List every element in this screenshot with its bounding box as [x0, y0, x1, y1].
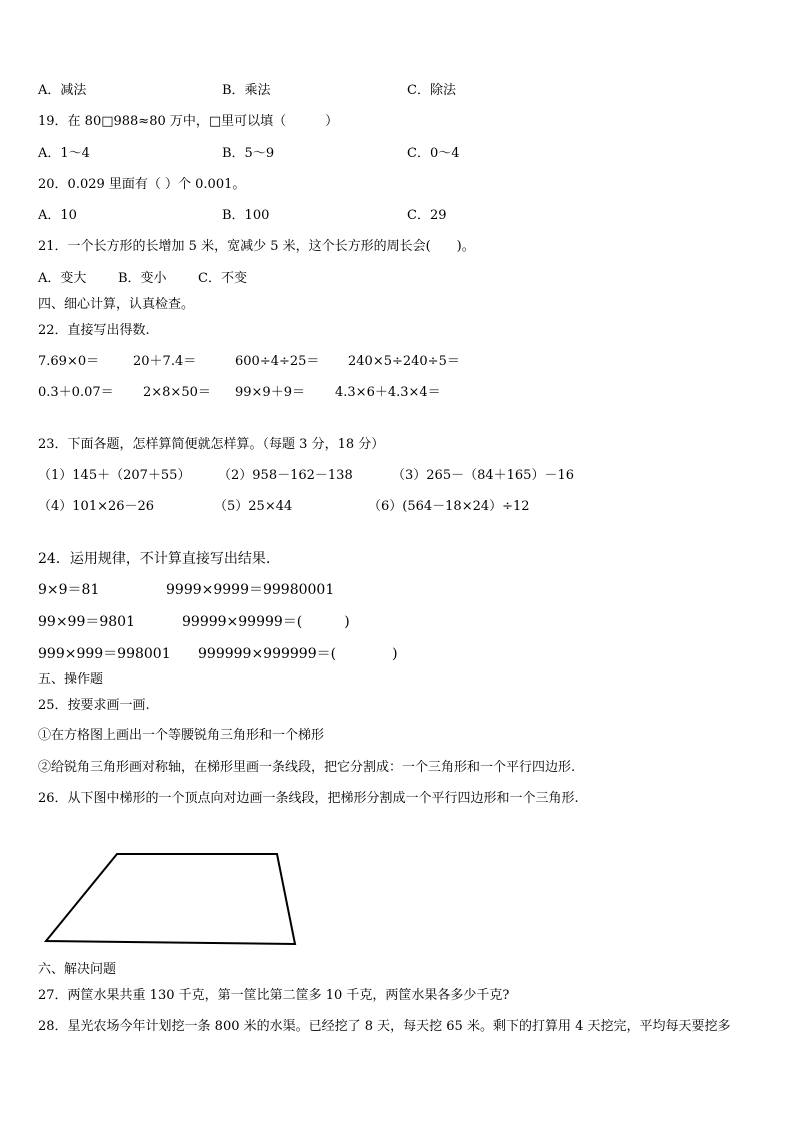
q23-item-2: （2）958－162－138 — [218, 468, 353, 483]
q23-item-3: （3）265－（84＋165）－16 — [392, 468, 574, 483]
q27-text: 27．两筐水果共重 130 千克，第一筐比第二筐多 10 千克，两筐水果各多少千克? — [38, 988, 510, 1003]
q25-item-1: ①在方格图上画出一个等腰锐角三角形和一个梯形 — [38, 728, 325, 743]
q22-stem: 22．直接写出得数. — [38, 323, 150, 338]
q20-option-a: A．10 — [38, 208, 77, 223]
q19-option-a: A．1～4 — [38, 146, 90, 161]
q26-stem: 26．从下图中梯形的一个顶点向对边画一条线段，把梯形分割成一个平行四边形和一个三角形. — [38, 791, 579, 806]
trapezoid-figure — [38, 845, 308, 955]
q19-option-b: B．5～9 — [222, 146, 275, 161]
q25-item-2: ②给锐角三角形画对称轴，在梯形里画一条线段，把它分割成：一个三角形和一个平行四边形. — [38, 760, 576, 775]
section4-heading: 四、细心计算，认真检查。 — [38, 297, 195, 312]
q23-item-5: （5）25×44 — [214, 499, 293, 514]
q22-r1-c2: 20＋7.4＝ — [133, 354, 197, 369]
q23-item-4: （4）101×26－26 — [38, 499, 155, 514]
q21-option-b: B．变小 — [118, 271, 167, 286]
q20-option-c: C．29 — [407, 208, 447, 223]
q24-left-1: 9×9＝81 — [38, 582, 100, 598]
section6-heading: 六、解决问题 — [38, 962, 117, 977]
q24-left-2: 99×99＝9801 — [38, 614, 135, 630]
q25-stem: 25．按要求画一画. — [38, 698, 150, 713]
q18-option-b: B．乘法 — [222, 83, 271, 98]
q24-left-3: 999×999＝998001 — [38, 646, 171, 662]
q22-r1-c1: 7.69×0＝ — [38, 354, 100, 369]
q24-right-1: 9999×9999＝99980001 — [166, 582, 335, 598]
q23-item-6: （6）(564－18×24）÷12 — [368, 499, 530, 514]
q24-right-3: 999999×999999＝( ) — [198, 646, 398, 662]
q23-stem: 23．下面各题，怎样算简便就怎样算。（每题 3 分，18 分） — [38, 437, 385, 452]
q24-stem: 24．运用规律，不计算直接写出结果. — [38, 551, 271, 567]
trapezoid-shape — [46, 854, 295, 944]
section5-heading: 五、操作题 — [38, 672, 104, 687]
q21-option-c: C．不变 — [198, 271, 247, 286]
q20-option-b: B．100 — [222, 208, 270, 223]
q22-r2-c4: 4.3×6＋4.3×4＝ — [335, 385, 441, 400]
q18-option-a: A．减法 — [38, 83, 87, 98]
q22-r1-c3: 600÷4÷25＝ — [235, 354, 320, 369]
q22-r2-c2: 2×8×50＝ — [143, 385, 211, 400]
q22-r1-c4: 240×5÷240÷5＝ — [348, 354, 460, 369]
q23-item-1: （1）145＋（207＋55） — [38, 468, 191, 483]
q22-r2-c1: 0.3＋0.07＝ — [38, 385, 114, 400]
q24-right-2: 99999×99999＝( ) — [182, 614, 350, 630]
q28-text: 28．星光农场今年计划挖一条 800 米的水渠。已经挖了 8 天，每天挖 65 米。剩下的打算用 4 天挖完，平均每天要挖多 — [38, 1019, 731, 1034]
q20-stem: 20．0.029 里面有（ ）个 0.001。 — [38, 177, 246, 192]
q18-option-c: C．除法 — [407, 83, 456, 98]
q21-option-a: A．变大 — [38, 271, 87, 286]
q22-r2-c3: 99×9＋9＝ — [235, 385, 305, 400]
q21-stem: 21．一个长方形的长增加 5 米，宽减少 5 米，这个长方形的周长会( )。 — [38, 239, 475, 254]
q19-stem: 19．在 80□988≈80 万中，□里可以填（ ） — [38, 114, 339, 129]
q19-option-c: C．0～4 — [407, 146, 460, 161]
